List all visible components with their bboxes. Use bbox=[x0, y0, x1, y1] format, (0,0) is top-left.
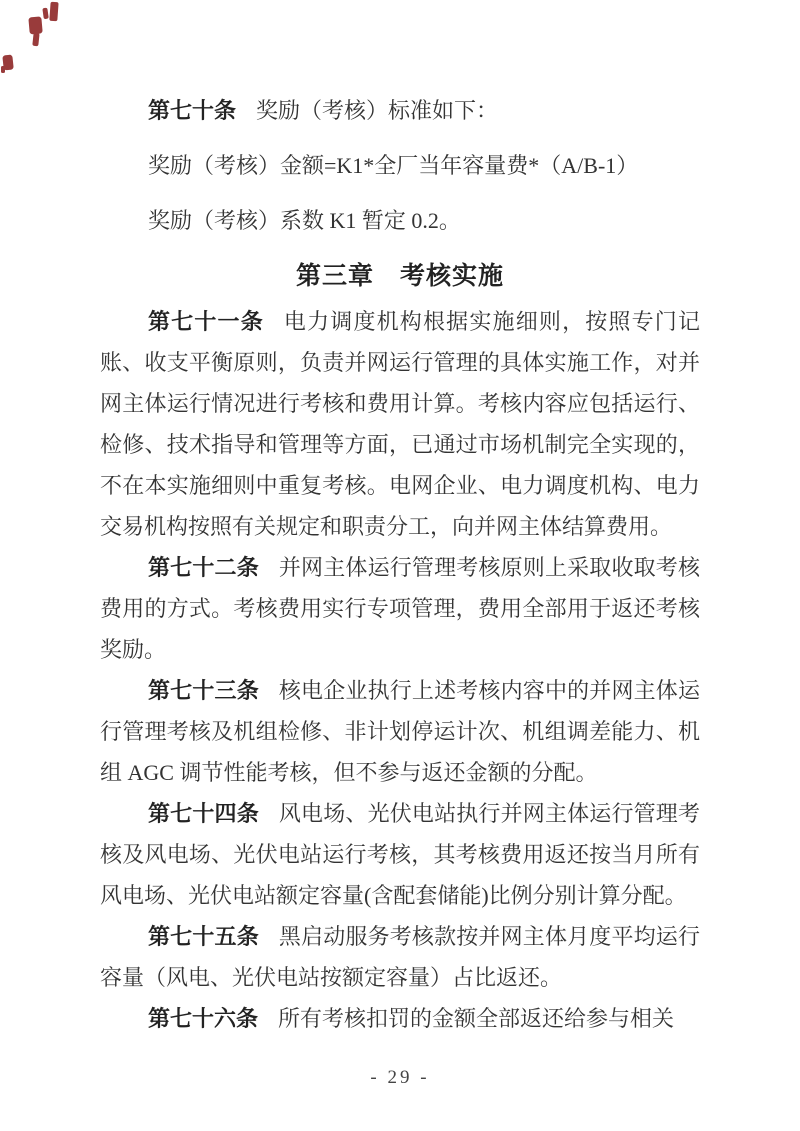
article-number: 第七十六条 bbox=[148, 1006, 259, 1031]
article-number: 第七十一条 bbox=[148, 309, 264, 334]
page-footer bbox=[0, 1067, 800, 1089]
article-number: 第七十五条 bbox=[148, 924, 259, 949]
article-number: 第七十三条 bbox=[148, 678, 259, 703]
article-paragraph bbox=[100, 90, 700, 131]
chapter-heading: 第三章 考核实施 bbox=[295, 263, 504, 290]
page-number: - 29 - bbox=[370, 1067, 430, 1088]
article-text: 风电场、光伏电站执行并网主体运行管理考核及风电场、光伏电站运行考核，其考核费用返还按当月所有风电场、光伏电站额定容量(含配套储能)比例分别计算分配。 bbox=[100, 801, 700, 908]
article-text: 核电企业执行上述考核内容中的并网主体运行管理考核及机组检修、非计划停运计次、机组调差能力、机组 AGC 调节性能考核，但不参与返还金额的分配。 bbox=[100, 678, 700, 785]
article-paragraph bbox=[100, 670, 700, 793]
article-paragraph bbox=[100, 547, 700, 670]
article-paragraph bbox=[100, 301, 700, 547]
article-paragraph bbox=[100, 793, 700, 916]
article-paragraph bbox=[100, 998, 700, 1039]
formula-line: 奖励（考核）系数 K1 暂定 0.2。 bbox=[148, 208, 461, 233]
article-text: 电力调度机构根据实施细则，按照专门记账、收支平衡原则，负责并网运行管理的具体实施工作，对并网主体运行情况进行考核和费用计算。考核内容应包括运行、检修、技术指导和管理等方面，已通过市场机制完全实现的，不在本实施细则中重复考核。电网企业、电力调度机构、电力交易机构按照有关规定和职责分工，向并网主体结算费用。 bbox=[100, 309, 700, 539]
article-number: 第七十条 bbox=[148, 98, 237, 123]
article-text: 奖励（考核）标准如下： bbox=[256, 98, 499, 123]
article-text: 所有考核扣罚的金额全部返还给参与相关 bbox=[278, 1006, 675, 1031]
article-paragraph bbox=[100, 916, 700, 998]
article-text: 黑启动服务考核款按并网主体月度平均运行容量（风电、光伏电站按额定容量）占比返还。 bbox=[100, 924, 700, 990]
article-number: 第七十四条 bbox=[148, 801, 259, 826]
article-number: 第七十二条 bbox=[148, 555, 259, 580]
formula-line: 奖励（考核）金额=K1*全厂当年容量费*（A/B-1） bbox=[148, 153, 639, 178]
article-text: 并网主体运行管理考核原则上采取收取考核费用的方式。考核费用实行专项管理，费用全部用于返还考核奖励。 bbox=[100, 555, 700, 662]
